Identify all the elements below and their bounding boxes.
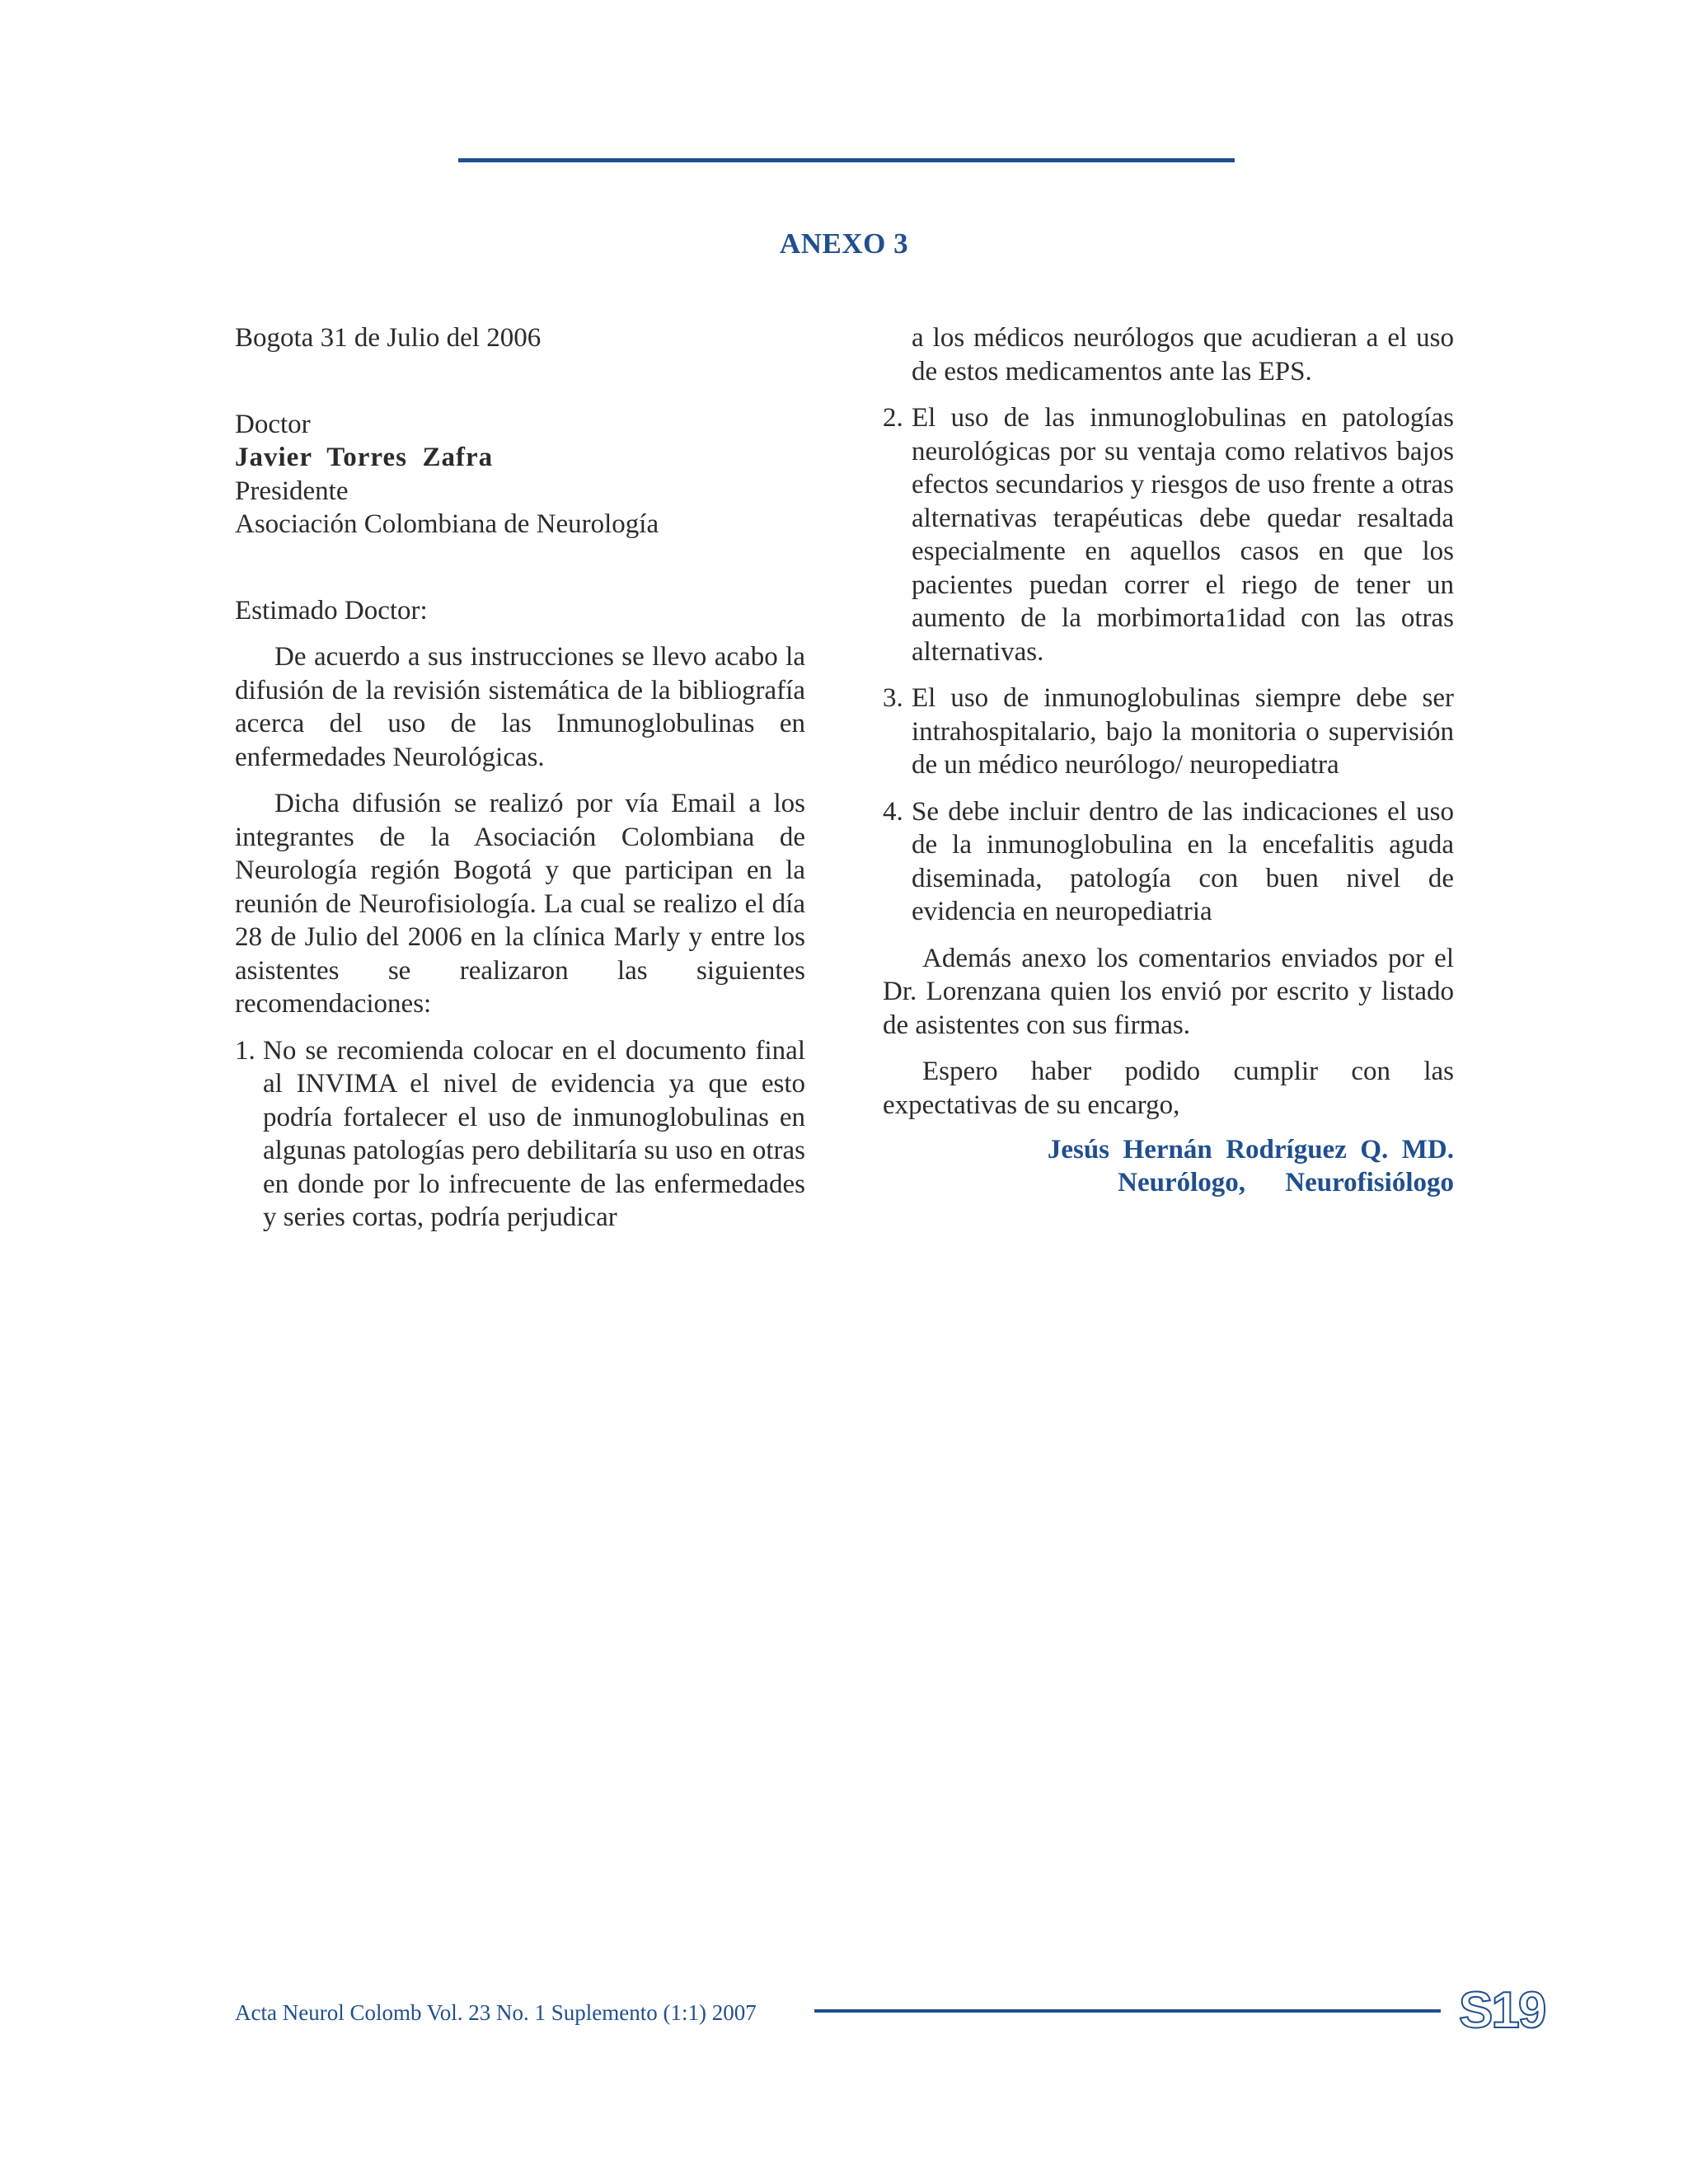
list-item bbox=[883, 795, 1454, 929]
item-number: 1. bbox=[235, 1035, 256, 1066]
item-number: 4. bbox=[883, 796, 903, 827]
list-item bbox=[883, 682, 1454, 782]
left-column bbox=[235, 321, 805, 1235]
letter-date: Bogota 31 de Julio del 2006 bbox=[235, 323, 542, 353]
item-number: 3. bbox=[883, 683, 903, 713]
page-title: ANEXO 3 bbox=[779, 227, 909, 260]
list-item bbox=[883, 401, 1454, 668]
item-text: El uso de las inmunoglobulinas en patologías neurológicas por su ventaja como relativos bajos efectos secundarios y riesgos de uso frente a otras alternativas terapéuticas debe quedar resaltada especialmente en aquellos casos en que los pacientes puedan correr el riego de tener un aumento de la morbimorta1idad con las otras alternativas. bbox=[912, 403, 1454, 667]
signature-titles: Neurólogo, Neurofisiólogo bbox=[1118, 1168, 1454, 1197]
signature bbox=[883, 1133, 1454, 1199]
item-text: No se recomienda colocar en el documento final al INVIMA el nivel de evidencia ya que esto podría fortalecer el uso de inmunoglobulinas en algunas patologías pero debilitaría su uso en otras en donde por lo infrecuente de las enfermedades y series cortas, podría perjudicar bbox=[263, 1035, 805, 1232]
recipient-name: Javier Torres Zafra bbox=[235, 443, 494, 472]
recommendations-list bbox=[235, 1034, 805, 1235]
footer-rule bbox=[814, 2009, 1441, 2013]
salutation: Estimado Doctor: bbox=[235, 595, 428, 626]
right-column bbox=[883, 321, 1454, 1199]
page-number: S19 bbox=[1459, 1982, 1545, 2039]
paragraph-4: Espero haber podido cumplir con las expectativas de su encargo, bbox=[883, 1057, 1454, 1120]
item-number: 2. bbox=[883, 403, 903, 433]
recipient-block bbox=[235, 408, 805, 541]
recipient-title: Doctor bbox=[235, 409, 311, 439]
item-text: El uso de inmunoglobulinas siempre debe ser intrahospitalario, bajo la monitoria o supervisión de un médico neurólogo/ neuropediatra bbox=[912, 683, 1454, 780]
recipient-organization: Asociación Colombiana de Neurología bbox=[235, 509, 659, 539]
paragraph-1: De acuerdo a sus instrucciones se llevo acabo la difusión de la revisión sistemática de la bibliografía acerca del uso de las Inmunoglobulinas en enfermedades Neurológicas. bbox=[235, 642, 805, 772]
recommendations-list-continued bbox=[883, 401, 1454, 929]
item-1-continuation: a los médicos neurólogos que acudieran a el uso de estos medicamentos ante las EPS. bbox=[912, 323, 1454, 387]
item-text: Se debe incluir dentro de las indicaciones el uso de la inmunoglobulina en la encefalitis aguda diseminada, patología con buen nivel de evidencia en neuropediatria bbox=[912, 796, 1454, 926]
paragraph-2: Dicha difusión se realizó por vía Email a los integrantes de la Asociación Colombiana de Neurología región Bogotá y que participan en la reunión de Neurofisiología. La cual se realizo el día 28 de Julio del 2006 en la clínica Marly y entre los asistentes se realizaron las siguientes recomendaciones: bbox=[235, 789, 805, 1019]
journal-citation: Acta Neurol Colomb Vol. 23 No. 1 Suplemento (1:1) 2007 bbox=[235, 2000, 757, 2025]
recipient-position: Presidente bbox=[235, 476, 349, 506]
signature-name: Jesús Hernán Rodríguez Q. MD. bbox=[1047, 1135, 1454, 1165]
list-item bbox=[235, 1034, 805, 1235]
header-rule bbox=[458, 158, 1235, 162]
paragraph-3: Además anexo los comentarios enviados por el Dr. Lorenzana quien los envió por escrito y listado de asistentes con sus firmas. bbox=[883, 943, 1454, 1040]
